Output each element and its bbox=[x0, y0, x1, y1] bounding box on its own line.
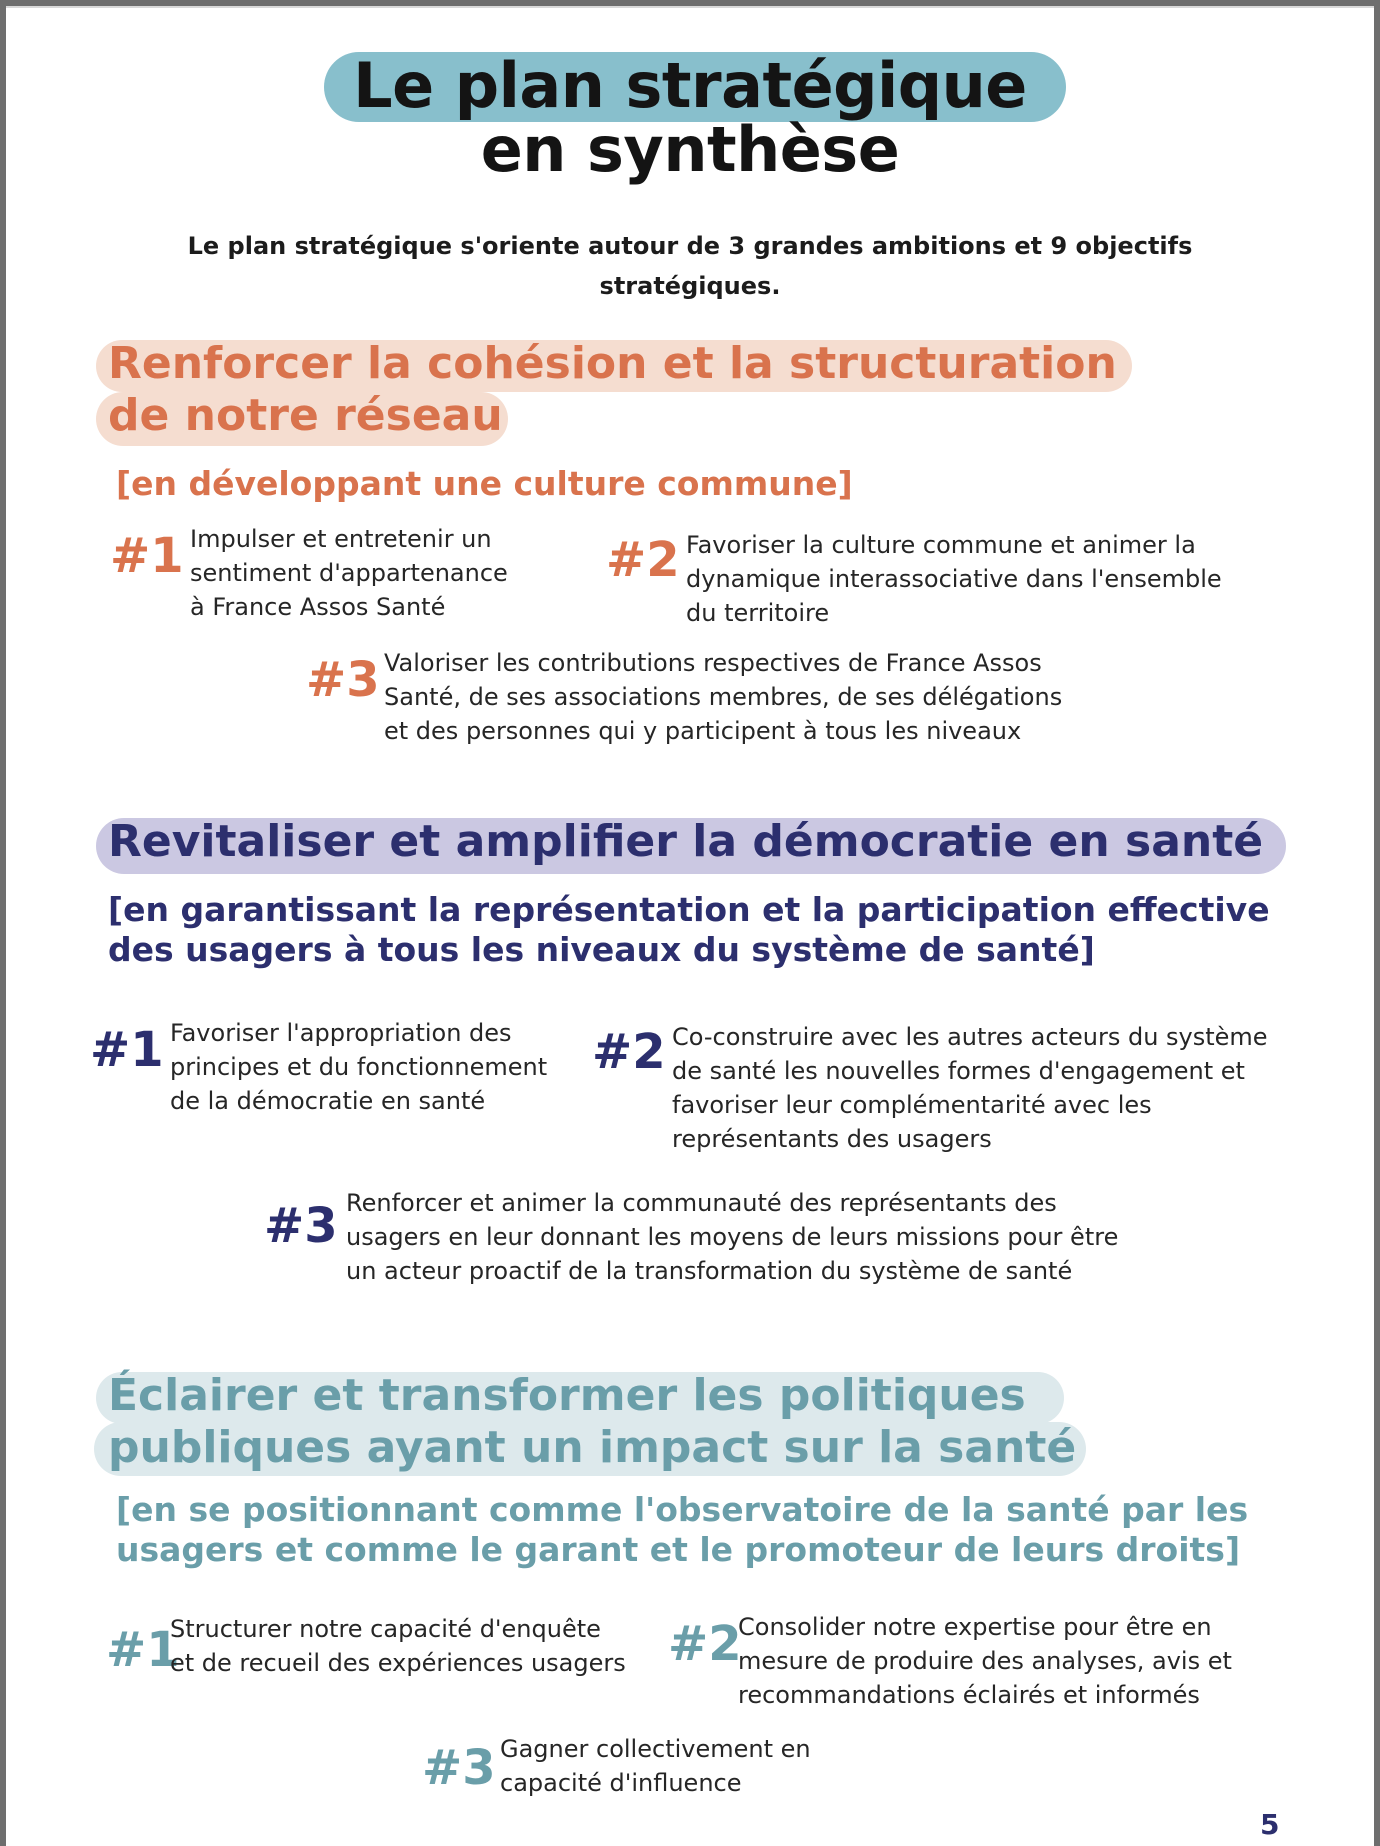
ambition1-objective2-number: #2 bbox=[606, 532, 680, 588]
text-line: Favoriser la culture commune et animer la bbox=[686, 531, 1196, 559]
ambition2-objective3-number: #3 bbox=[264, 1198, 338, 1254]
text-line: et de recueil des expériences usagers bbox=[170, 1649, 626, 1677]
ambition2-objective1-number: #1 bbox=[90, 1022, 164, 1078]
ambition3-objective2-number: #2 bbox=[668, 1616, 742, 1672]
ambition2-heading: Revitaliser et amplifier la démocratie en santé bbox=[108, 816, 1264, 867]
ambition3-heading-line2: publiques ayant un impact sur la santé bbox=[108, 1422, 1077, 1473]
text-line: du territoire bbox=[686, 599, 830, 627]
text-line: à France Assos Santé bbox=[190, 593, 446, 621]
text-line: un acteur proactif de la transformation du système de santé bbox=[346, 1257, 1073, 1285]
ambition1-objective3-number: #3 bbox=[306, 652, 380, 708]
text-line: de santé les nouvelles formes d'engagement et bbox=[672, 1057, 1245, 1085]
ambition1-subtitle: [en développant une culture commune] bbox=[116, 464, 853, 503]
page-title-line2: en synthèse bbox=[480, 113, 900, 186]
text-line: Co-construire avec les autres acteurs du système bbox=[672, 1023, 1268, 1051]
text-line: Favoriser l'appropriation des bbox=[170, 1019, 512, 1047]
ambition3-objective3-text bbox=[500, 1732, 900, 1800]
text-line: représentants des usagers bbox=[672, 1125, 992, 1153]
ambition2-objective2-number: #2 bbox=[592, 1024, 666, 1080]
ambition3-objective1-text bbox=[170, 1612, 670, 1680]
ambition2-subtitle-line1: [en garantissant la représentation et la participation effective bbox=[108, 890, 1270, 929]
ambition1-objective2-text bbox=[686, 528, 1246, 630]
ambition1-objective1-number: #1 bbox=[110, 528, 184, 584]
page-number: 5 bbox=[1260, 1808, 1280, 1841]
ambition1-heading-line2: de notre réseau bbox=[108, 390, 503, 441]
ambition3-objective2-text bbox=[738, 1610, 1298, 1712]
text-line: principes et du fonctionnement bbox=[170, 1053, 548, 1081]
text-line: dynamique interassociative dans l'ensemble bbox=[686, 565, 1222, 593]
text-line: et des personnes qui y participent à tous les niveaux bbox=[384, 717, 1022, 745]
intro-text: Le plan stratégique s'oriente autour de 3 grandes ambitions et 9 objectifs stratégiques. bbox=[187, 232, 1193, 300]
document-page bbox=[6, 6, 1374, 1846]
text-line: usagers en leur donnant les moyens de leurs missions pour être bbox=[346, 1223, 1119, 1251]
text-line: Consolider notre expertise pour être en bbox=[738, 1613, 1212, 1641]
text-line: Impulser et entretenir un bbox=[190, 525, 492, 553]
ambition2-objective3-text bbox=[346, 1186, 1246, 1288]
ambition1-objective3-text bbox=[384, 646, 1124, 748]
text-line: Renforcer et animer la communauté des représentants des bbox=[346, 1189, 1057, 1217]
ambition2-objective1-text bbox=[170, 1016, 590, 1118]
ambition3-objective3-number: #3 bbox=[422, 1740, 496, 1796]
ambition2-objective2-text bbox=[672, 1020, 1302, 1156]
page-title-line1: Le plan stratégique bbox=[353, 49, 1027, 122]
ambition1-heading-line1: Renforcer la cohésion et la structuration bbox=[108, 338, 1117, 389]
text-line: de la démocratie en santé bbox=[170, 1087, 486, 1115]
text-line: Valoriser les contributions respectives de France Assos bbox=[384, 649, 1042, 677]
text-line: favoriser leur complémentarité avec les bbox=[672, 1091, 1152, 1119]
text-line: Structurer notre capacité d'enquête bbox=[170, 1615, 601, 1643]
ambition3-objective1-number: #1 bbox=[106, 1622, 180, 1678]
ambition3-heading-line1: Éclairer et transformer les politiques bbox=[108, 1370, 1026, 1421]
ambition1-objective1-text bbox=[190, 522, 550, 624]
text-line: sentiment d'appartenance bbox=[190, 559, 508, 587]
ambition3-subtitle-line1: [en se positionnant comme l'observatoire de la santé par les bbox=[116, 1490, 1249, 1529]
ambition3-subtitle-line2: usagers et comme le garant et le promoteur de leurs droits] bbox=[116, 1530, 1241, 1569]
text-line: capacité d'influence bbox=[500, 1769, 742, 1797]
text-line: recommandations éclairés et informés bbox=[738, 1681, 1200, 1709]
text-line: Gagner collectivement en bbox=[500, 1735, 811, 1763]
text-line: mesure de produire des analyses, avis et bbox=[738, 1647, 1232, 1675]
text-line: Santé, de ses associations membres, de ses délégations bbox=[384, 683, 1063, 711]
ambition2-subtitle-line2: des usagers à tous les niveaux du système de santé] bbox=[108, 930, 1095, 969]
